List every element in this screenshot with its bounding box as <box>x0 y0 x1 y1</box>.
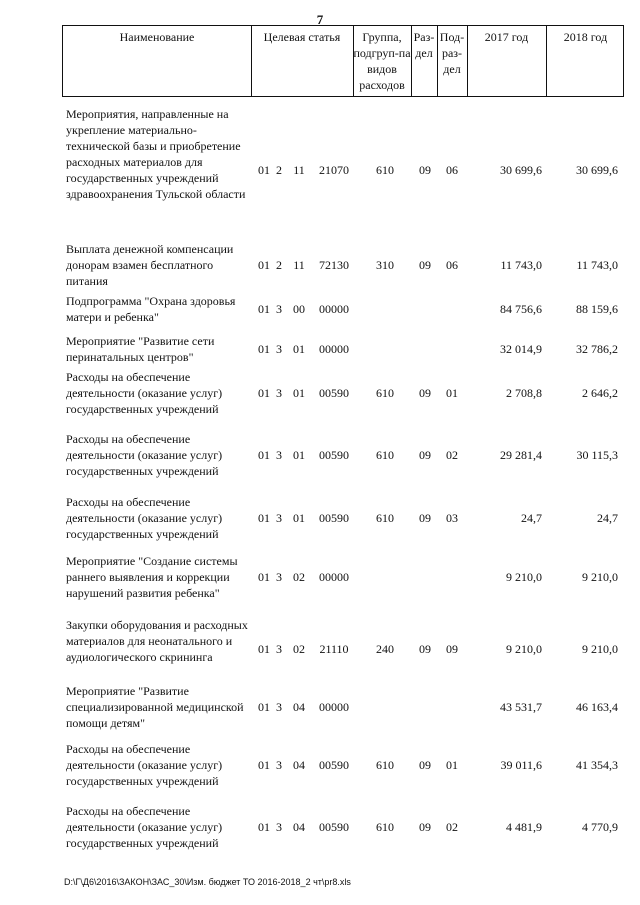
value-2017: 84 756,6 <box>500 302 542 316</box>
group-cell: 610 <box>376 758 394 772</box>
value-2018: 9 210,0 <box>582 642 618 656</box>
article-event: 00 <box>293 302 305 316</box>
subsection-cell: 01 <box>446 758 458 772</box>
article-program: 01 <box>258 258 270 272</box>
row-name: Расходы на обеспечение деятельности (оказание услуг) государственных учреждений <box>66 495 223 541</box>
group-cell: 310 <box>376 258 394 272</box>
article-event: 04 <box>293 758 305 772</box>
article-event: 11 <box>293 163 305 177</box>
article-event: 11 <box>293 258 305 272</box>
section-cell: 09 <box>419 163 431 177</box>
article-program: 01 <box>258 570 270 584</box>
article-code: 00590 <box>319 758 349 772</box>
value-2018: 4 770,9 <box>582 820 618 834</box>
article-subprogram: 3 <box>276 302 282 316</box>
article-code: 00000 <box>319 700 349 714</box>
article-subprogram: 3 <box>276 570 282 584</box>
value-2018: 88 159,6 <box>576 302 618 316</box>
subsection-cell: 01 <box>446 386 458 400</box>
article-program: 01 <box>258 448 270 462</box>
article-code: 00590 <box>319 448 349 462</box>
section-cell: 09 <box>419 820 431 834</box>
header-section: Раз-дел <box>413 30 435 60</box>
footer-file-path: D:\Г\Д6\2016\ЗАКОН\ЗАС_30\Изм. бюджет ТО 2016-2018_2 чт\pr8.xls <box>64 877 351 887</box>
article-program: 01 <box>258 642 270 656</box>
page-number: 7 <box>316 12 324 27</box>
subsection-cell: 06 <box>446 258 458 272</box>
article-event: 04 <box>293 820 305 834</box>
article-program: 01 <box>258 820 270 834</box>
value-2017: 43 531,7 <box>500 700 542 714</box>
row-name: Выплата денежной компенсации донорам взамен бесплатного питания <box>66 242 234 288</box>
value-2018: 11 743,0 <box>576 258 618 272</box>
article-event: 01 <box>293 386 305 400</box>
header-group: Группа, подгруп-па видов расходов <box>353 30 411 92</box>
header-name: Наименование <box>119 30 195 44</box>
article-code: 21110 <box>319 642 349 656</box>
article-program: 01 <box>258 700 270 714</box>
value-2018: 9 210,0 <box>582 570 618 584</box>
article-subprogram: 3 <box>276 642 282 656</box>
subsection-cell: 02 <box>446 448 458 462</box>
value-2017: 9 210,0 <box>506 570 542 584</box>
article-subprogram: 3 <box>276 448 282 462</box>
article-event: 01 <box>293 511 305 525</box>
article-program: 01 <box>258 163 270 177</box>
article-subprogram: 3 <box>276 386 282 400</box>
article-subprogram: 3 <box>276 820 282 834</box>
value-2018: 24,7 <box>597 511 618 525</box>
value-2018: 46 163,4 <box>576 700 618 714</box>
article-event: 01 <box>293 342 305 356</box>
row-name: Расходы на обеспечение деятельности (оказание услуг) государственных учреждений <box>66 804 223 850</box>
subsection-cell: 06 <box>446 163 458 177</box>
header-target-article: Целевая статья <box>263 30 341 44</box>
article-subprogram: 3 <box>276 511 282 525</box>
row-name: Мероприятия, направленные на укрепление материально-технической базы и приобретение расходных материалов для государственных учреждений здравоохранения Тульской области <box>66 107 246 201</box>
article-program: 01 <box>258 511 270 525</box>
value-2018: 32 786,2 <box>576 342 618 356</box>
article-subprogram: 3 <box>276 700 282 714</box>
article-subprogram: 2 <box>276 163 282 177</box>
article-code: 00000 <box>319 342 349 356</box>
group-cell: 610 <box>376 163 394 177</box>
value-2018: 30 699,6 <box>576 163 618 177</box>
row-name: Расходы на обеспечение деятельности (оказание услуг) государственных учреждений <box>66 742 223 788</box>
subsection-cell: 03 <box>446 511 458 525</box>
subsection-cell: 09 <box>446 642 458 656</box>
value-2017: 29 281,4 <box>500 448 542 462</box>
group-cell: 610 <box>376 386 394 400</box>
section-cell: 09 <box>419 258 431 272</box>
article-code: 00000 <box>319 570 349 584</box>
value-2017: 2 708,8 <box>506 386 542 400</box>
header-subsection: Под-раз-дел <box>439 30 465 76</box>
value-2017: 11 743,0 <box>500 258 542 272</box>
article-event: 02 <box>293 570 305 584</box>
article-code: 00590 <box>319 511 349 525</box>
section-cell: 09 <box>419 758 431 772</box>
article-program: 01 <box>258 758 270 772</box>
article-event: 01 <box>293 448 305 462</box>
article-event: 04 <box>293 700 305 714</box>
value-2017: 24,7 <box>521 511 542 525</box>
row-name: Закупки оборудования и расходных материалов для неонатального и аудиологического скрининга <box>66 618 248 664</box>
value-2018: 2 646,2 <box>582 386 618 400</box>
value-2017: 39 011,6 <box>500 758 542 772</box>
value-2017: 30 699,6 <box>500 163 542 177</box>
row-name: Подпрограмма "Охрана здоровья матери и ребенка" <box>66 294 236 324</box>
value-2017: 32 014,9 <box>500 342 542 356</box>
value-2018: 41 354,3 <box>576 758 618 772</box>
row-name: Мероприятие "Создание системы раннего выявления и коррекции нарушений развития ребенка" <box>66 554 238 600</box>
subsection-cell: 02 <box>446 820 458 834</box>
article-code: 00000 <box>319 302 349 316</box>
value-2017: 9 210,0 <box>506 642 542 656</box>
article-subprogram: 2 <box>276 258 282 272</box>
article-subprogram: 3 <box>276 342 282 356</box>
group-cell: 610 <box>376 820 394 834</box>
article-program: 01 <box>258 386 270 400</box>
row-name: Мероприятие "Развитие сети перинатальных центров" <box>66 334 215 364</box>
row-name: Расходы на обеспечение деятельности (оказание услуг) государственных учреждений <box>66 432 223 478</box>
article-event: 02 <box>293 642 305 656</box>
header-2018: 2018 год <box>563 30 608 44</box>
section-cell: 09 <box>419 511 431 525</box>
article-subprogram: 3 <box>276 758 282 772</box>
row-name: Расходы на обеспечение деятельности (оказание услуг) государственных учреждений <box>66 370 223 416</box>
group-cell: 610 <box>376 511 394 525</box>
group-cell: 240 <box>376 642 394 656</box>
article-code: 72130 <box>319 258 349 272</box>
group-cell: 610 <box>376 448 394 462</box>
value-2017: 4 481,9 <box>506 820 542 834</box>
section-cell: 09 <box>419 642 431 656</box>
article-program: 01 <box>258 342 270 356</box>
article-program: 01 <box>258 302 270 316</box>
header-2017: 2017 год <box>484 30 529 44</box>
article-code: 00590 <box>319 820 349 834</box>
section-cell: 09 <box>419 448 431 462</box>
section-cell: 09 <box>419 386 431 400</box>
table-header <box>62 25 624 97</box>
article-code: 00590 <box>319 386 349 400</box>
row-name: Мероприятие "Развитие специализированной медицинской помощи детям" <box>66 684 244 730</box>
article-code: 21070 <box>319 163 349 177</box>
value-2018: 30 115,3 <box>576 448 618 462</box>
